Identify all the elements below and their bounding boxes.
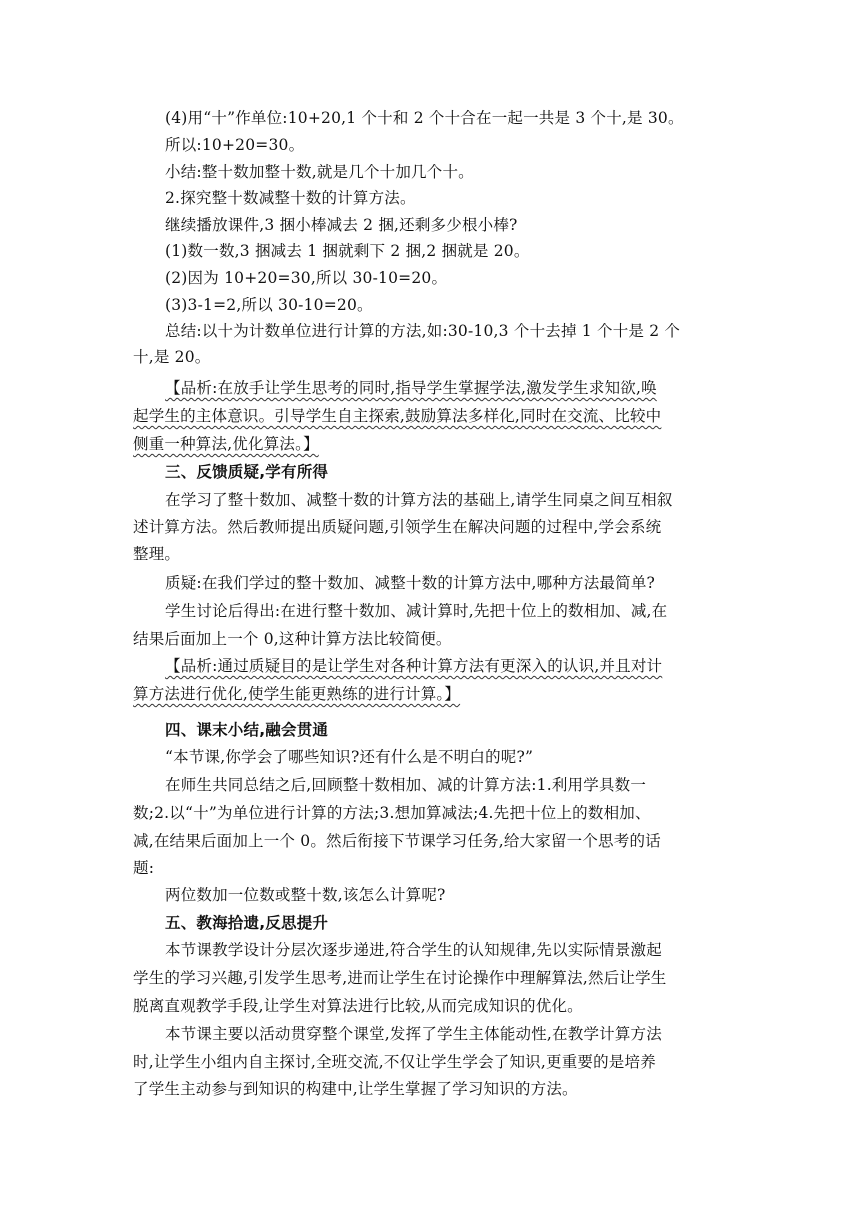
paragraph-line: 时,让学生小组内自主探讨,全班交流,不仅让学生学会了知识,更重要的是培养: [133, 1053, 656, 1071]
section-heading: 五、教海拾遗,反思提升: [165, 914, 329, 932]
paragraph-line: 了学生主动参与到知识的构建中,让学生掌握了学习知识的方法。: [133, 1080, 578, 1098]
paragraph-line: 整理。: [133, 545, 181, 563]
analysis-note-line: 侧重一种算法,优化算法。】: [133, 435, 319, 453]
analysis-note-line: 算方法进行优化,使学生能更熟练的进行计算。】: [133, 685, 461, 703]
analysis-note-line: 【品析:在放手让学生思考的同时,指导学生掌握学法,激发学生求知欲,唤: [165, 379, 657, 397]
paragraph-line: 十,是 20。: [133, 348, 211, 366]
paragraph-line: (3)3-1=2,所以 30-10=20。: [165, 296, 373, 314]
paragraph-line: 总结:以十为计数单位进行计算的方法,如:30-10,3 个十去掉 1 个十是 2 个: [165, 322, 681, 340]
paragraph-line: 小结:整十数加整十数,就是几个十加几个十。: [165, 163, 474, 181]
paragraph-line: (2)因为 10+20=30,所以 30-10=20。: [165, 269, 448, 287]
paragraph-line: 所以:10+20=30。: [165, 136, 305, 154]
paragraph-line: 学生的学习兴趣,引发学生思考,进而让学生在讨论操作中理解算法,然后让学生: [133, 969, 667, 987]
paragraph-line: 结果后面加上一个 0,这种计算方法比较简便。: [133, 630, 452, 648]
section-heading: 三、反馈质疑,学有所得: [165, 463, 329, 481]
paragraph-line: 脱离直观教学手段,让学生对算法进行比较,从而完成知识的优化。: [133, 997, 583, 1015]
paragraph-line: 本节课教学设计分层次逐步递进,符合学生的认知规律,先以实际情景激起: [165, 941, 662, 959]
analysis-note-line: 起学生的主体意识。引导学生自主探索,鼓励算法多样化,同时在交流、比较中: [133, 407, 662, 425]
paragraph-line: (4)用“十”作单位:10+20,1 个十和 2 个十合在一起一共是 3 个十,是 30。: [165, 109, 684, 127]
paragraph-line: 质疑:在我们学过的整十数加、减整十数的计算方法中,哪种方法最简单?: [165, 574, 656, 592]
quote-line: “本节课,你学会了哪些知识?还有什么是不明白的呢?”: [165, 748, 534, 766]
paragraph-line: 减,在结果后面加上一个 0。然后衔接下节课学习任务,给大家留一个思考的话: [133, 832, 661, 850]
paragraph-line: 在师生共同总结之后,回顾整十数相加、减的计算方法:1.利用学具数一: [165, 776, 647, 794]
paragraph-line: 本节课主要以活动贯穿整个课堂,发挥了学生主体能动性,在教学计算方法: [165, 1025, 662, 1043]
analysis-note-line: 【品析:通过质疑目的是让学生对各种计算方法有更深入的认识,并且对计: [165, 657, 663, 675]
paragraph-line: 题:: [133, 859, 155, 877]
paragraph-line: 述计算方法。然后教师提出质疑问题,引领学生在解决问题的过程中,学会系统: [133, 518, 662, 536]
paragraph-line: 2.探究整十数减整十数的计算方法。: [165, 189, 416, 207]
paragraph-line: 继续播放课件,3 捆小棒减去 2 捆,还剩多少根小棒?: [165, 216, 518, 234]
section-heading: 四、课末小结,融会贯通: [165, 721, 329, 739]
paragraph-line: (1)数一数,3 捆减去 1 捆就剩下 2 捆,2 捆就是 20。: [165, 242, 530, 260]
paragraph-line: 学生讨论后得出:在进行整十数加、减计算时,先把十位上的数相加、减,在: [165, 602, 668, 620]
paragraph-line: 两位数加一位数或整十数,该怎么计算呢?: [165, 886, 446, 904]
paragraph-line: 数;2.以“十”为单位进行计算的方法;3.想加算减法;4.先把十位上的数相加、: [133, 804, 651, 822]
paragraph-line: 在学习了整十数加、减整十数的计算方法的基础上,请学生同桌之间互相叙: [165, 491, 673, 509]
